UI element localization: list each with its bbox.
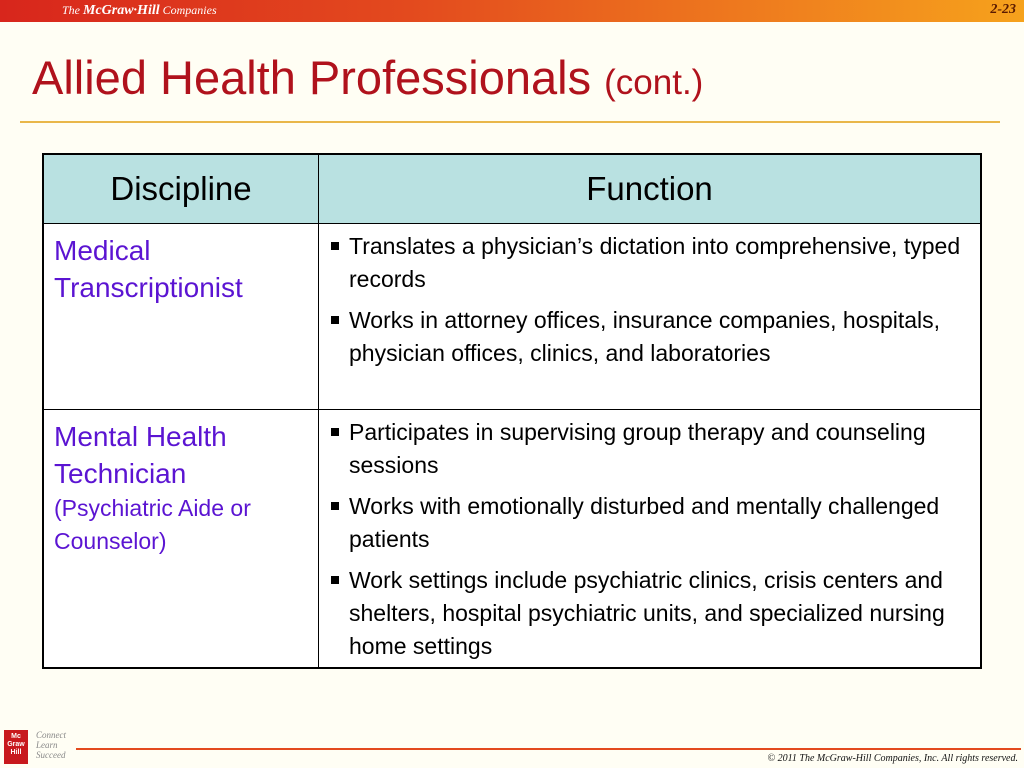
function-cell bbox=[319, 410, 982, 669]
tagline bbox=[36, 730, 66, 760]
logo-text-line: Mc bbox=[11, 733, 21, 740]
tagline-line: Connect bbox=[36, 730, 66, 740]
function-bullet: Participates in supervising group therapy and counseling sessions bbox=[331, 416, 968, 482]
footer-divider bbox=[76, 748, 1021, 750]
slide-title bbox=[32, 50, 703, 111]
brand-suffix: Companies bbox=[159, 3, 217, 17]
table-row bbox=[43, 224, 981, 410]
title-main: Allied Health Professionals bbox=[32, 51, 592, 104]
title-suffix: (cont.) bbox=[604, 63, 704, 102]
copyright-notice: © 2011 The McGraw-Hill Companies, Inc. All rights reserved. bbox=[767, 753, 1018, 764]
function-bullet: Works in attorney offices, insurance companies, hospitals, physician offices, clinics, and laboratories bbox=[331, 304, 968, 370]
slide-number: 2-23 bbox=[990, 2, 1016, 17]
logo-text-line: Hill bbox=[10, 749, 22, 756]
function-bullet: Works with emotionally disturbed and mentally challenged patients bbox=[331, 490, 968, 556]
header-function: Function bbox=[319, 154, 982, 224]
brand-prefix: The bbox=[62, 3, 83, 17]
tagline-line: Succeed bbox=[36, 750, 66, 760]
header-discipline: Discipline bbox=[43, 154, 319, 224]
function-bullet: Work settings include psychiatric clinics, crisis centers and shelters, hospital psychiatric units, and specialized nursing home settings bbox=[331, 564, 968, 663]
logo-text-line: Graw bbox=[7, 741, 25, 748]
function-cell bbox=[319, 224, 982, 410]
tagline-line: Learn bbox=[36, 740, 58, 750]
discipline-cell bbox=[43, 410, 319, 669]
discipline-cell bbox=[43, 224, 319, 410]
function-bullet: Translates a physician’s dictation into comprehensive, typed records bbox=[331, 230, 968, 296]
discipline-name: Medical Transcriptionist bbox=[54, 235, 243, 303]
table-header-row bbox=[43, 154, 981, 224]
top-banner bbox=[0, 0, 1024, 22]
brand-name: McGraw·Hill bbox=[83, 3, 160, 18]
mcgraw-hill-logo bbox=[4, 730, 28, 764]
brand-wordmark bbox=[62, 3, 217, 19]
discipline-note: (Psychiatric Aide or Counselor) bbox=[54, 495, 251, 554]
professions-table bbox=[42, 153, 982, 669]
discipline-name: Mental Health Technician bbox=[54, 421, 227, 489]
title-divider bbox=[20, 121, 1000, 123]
table-row bbox=[43, 410, 981, 669]
